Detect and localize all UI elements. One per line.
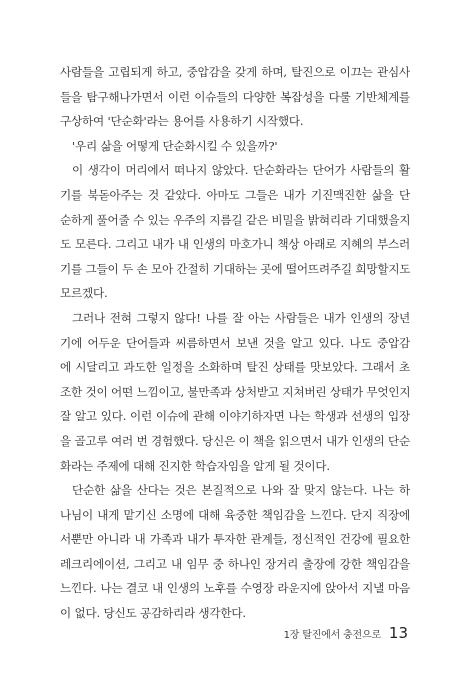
- text-line: 을 골고루 여러 번 경험했다. 당신은 이 책을 읽으면서 내가 인생의 단순: [60, 433, 410, 448]
- text-line: 그러나 전혀 그렇지 않다! 나를 잘 아는 사람들은 내가 인생의 장년: [72, 310, 410, 325]
- text-line: 기에 어두운 단어들과 씨름하면서 보낸 것을 알고 있다. 나도 중압감: [60, 335, 410, 350]
- text-line: 순하게 풀어줄 수 있는 우주의 지름길 같은 비밀을 밝혀리라 기대했을지: [60, 212, 410, 227]
- text-line: 잘 알고 있다. 이런 이슈에 관해 이야기하자면 나는 학생과 선생의 입장: [60, 409, 410, 424]
- page-footer: [284, 624, 408, 644]
- text-line: 단순한 삶을 산다는 것은 본질적으로 나와 잘 맞지 않는다. 나는 하: [72, 483, 410, 498]
- text-line: 들을 탐구해나가면서 이런 이슈들의 다양한 복잡성을 다룰 기반체계를: [60, 89, 410, 104]
- text-line: 모르겠다.: [60, 286, 108, 301]
- text-line: 기를 북돋아주는 것 같았다. 아마도 그들은 내가 기진맥진한 삶을 단: [60, 187, 410, 202]
- page-number: 13: [388, 624, 408, 642]
- text-line: 사람들을 고립되게 하고, 중압감을 갖게 하며, 탈진으로 이끄는 관심사: [60, 65, 410, 79]
- text-line: 에 시달리고 과도한 일정을 소화하며 탈진 상태를 맛보았다. 그래서 초: [60, 360, 410, 375]
- text-line: '우리 삶을 어떻게 단순화시킬 수 있을까?': [72, 138, 278, 153]
- text-line: 도 모른다. 그리고 내가 내 인생의 마호가니 책상 아래로 지혜의 부스러: [60, 237, 410, 252]
- chapter-title: 1장 탈진에서 충전으로: [283, 630, 381, 641]
- text-line: 조한 것이 어떤 느낌이고, 불만족과 상처받고 지쳐버린 상태가 무엇인지: [60, 384, 410, 399]
- body-text: [60, 60, 410, 626]
- text-line: 서뿐만 아니라 내 가족과 내가 투자한 관계들, 정신적인 건강에 필요한: [60, 532, 410, 547]
- text-line: 기를 그들이 두 손 모아 간절히 기대하는 곳에 떨어뜨려주길 희망할지도: [60, 261, 410, 276]
- text-line: 이 생각이 머리에서 떠나지 않았다. 단순화라는 단어가 사람들의 활: [72, 163, 410, 178]
- text-line: 화라는 주제에 대해 진지한 학습자임을 알게 될 것이다.: [60, 458, 330, 473]
- text-line: 이 없다. 당신도 공감하리라 생각한다.: [60, 606, 246, 621]
- text-line: 레크리에이션, 그리고 내 임무 중 하나인 장거리 출장에 강한 책임감을: [60, 556, 410, 571]
- text-line: 느낀다. 나는 결코 내 인생의 노후를 수영장 라운지에 앉아서 지낼 마음: [60, 581, 410, 596]
- text-line: 구상하여 '단순화'라는 용어를 사용하기 시작했다.: [60, 114, 304, 129]
- text-line: 나님이 내게 맡기신 소명에 대해 육중한 책임감을 느낀다. 단지 직장에: [60, 507, 410, 522]
